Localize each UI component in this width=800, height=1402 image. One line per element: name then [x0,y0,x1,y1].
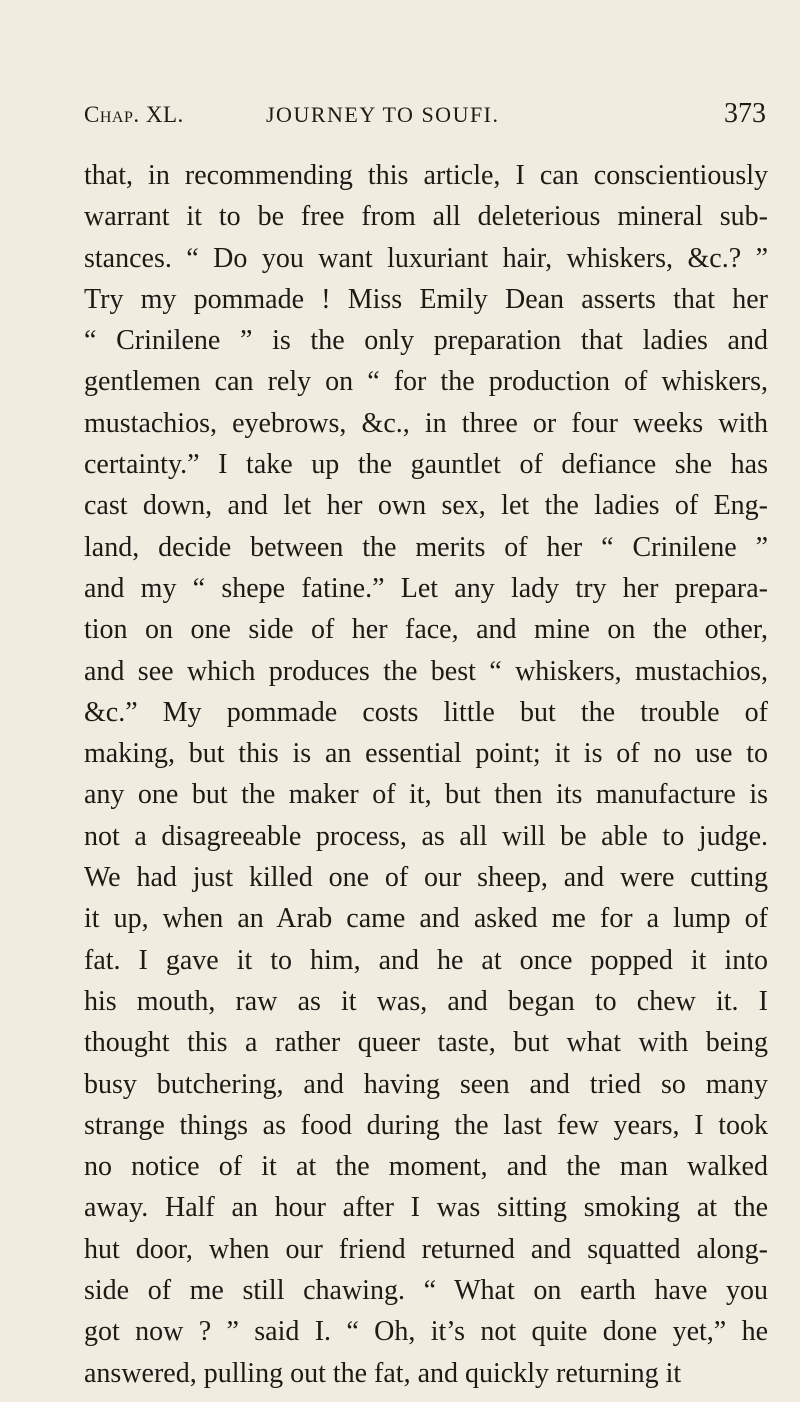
text-line: answered, pulling out the fat, and quickly returning it [84,1357,682,1389]
text-line: busy butchering, and having seen and tried so many [84,1068,768,1100]
text-line: gentlemen can rely on “ for the production of whiskers, [84,366,768,398]
text-line: mustachios, eyebrows, &c., in three or four weeks with [84,407,768,439]
text-line: not a disagreeable process, as all will be able to judge. [84,820,768,852]
text-line: land, decide between the merits of her “ Crinilene ” [84,531,768,563]
text-line: &c.” My pommade costs little but the trouble of [84,696,768,728]
text-line: strange things as food during the last few years, I took [84,1109,768,1141]
text-line: no notice of it at the moment, and the man walked [84,1151,768,1183]
text-line: certainty.” I take up the gauntlet of defiance she has [84,449,768,481]
running-title: JOURNEY TO SOUFI. [266,102,500,127]
running-head [84,98,766,142]
page-number: 373 [724,98,766,129]
text-line: and my “ shepe fatine.” Let any lady try her prepara- [84,572,768,604]
text-line: side of me still chawing. “ What on earth have you [84,1275,768,1307]
body-text [84,155,768,1394]
text-line: that, in recommending this article, I can conscientiously [84,160,768,191]
text-line: cast down, and let her own sex, let the ladies of Eng- [84,490,768,522]
text-line: it up, when an Arab came and asked me for a lump of [84,903,768,935]
text-line: thought this a rather queer taste, but what with being [84,1027,768,1059]
text-line: Try my pommade ! Miss Emily Dean asserts that her [84,283,768,315]
chapter-label: Chap. XL. [84,102,184,127]
text-line: any one but the maker of it, but then its manufacture is [84,779,768,811]
text-line: making, but this is an essential point; it is of no use to [84,738,768,770]
text-line: stances. “ Do you want luxuriant hair, whiskers, &c.? ” [84,242,768,274]
text-line: We had just killed one of our sheep, and were cutting [84,862,768,894]
text-line: away. Half an hour after I was sitting smoking at the [84,1192,768,1224]
text-line: fat. I gave it to him, and he at once popped it into [84,944,768,976]
text-line: warrant it to be free from all deleterious mineral sub- [84,201,768,233]
text-line: and see which produces the best “ whiskers, mustachios, [84,655,768,687]
text-line: got now ? ” said I. “ Oh, it’s not quite done yet,” he [84,1316,768,1348]
text-line: tion on one side of her face, and mine on the other, [84,614,768,646]
text-line: his mouth, raw as it was, and began to chew it. I [84,985,768,1017]
text-line: hut door, when our friend returned and squatted along- [84,1233,768,1265]
text-line: “ Crinilene ” is the only preparation that ladies and [84,325,768,357]
